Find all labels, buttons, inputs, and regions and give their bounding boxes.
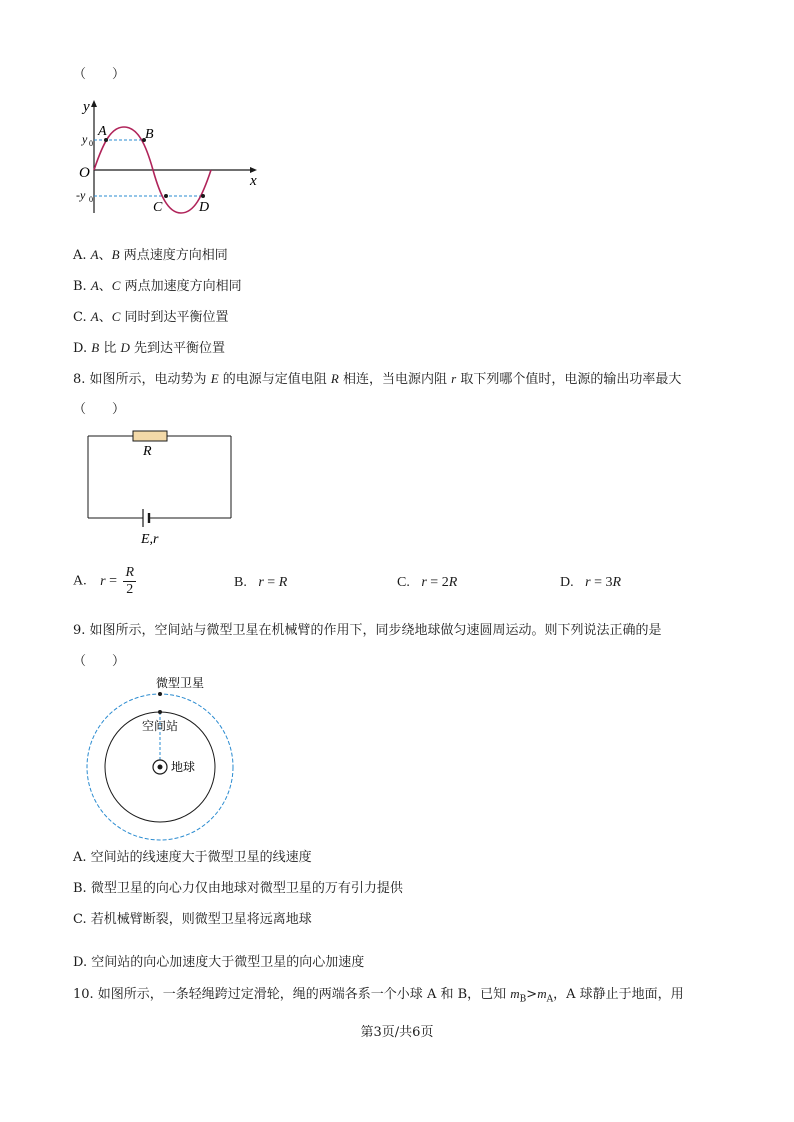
point-c — [164, 194, 168, 198]
point-name: A — [90, 278, 99, 293]
q8-answer-paren: （ ） — [73, 402, 126, 417]
question-number: 8. — [73, 372, 90, 387]
option-text: 先到达平衡位置 — [129, 341, 225, 356]
option-label: B. — [234, 575, 247, 590]
separator: 、 — [98, 248, 112, 263]
resistor-label: R — [143, 444, 152, 459]
neg-y0-label: -y — [76, 188, 86, 202]
q7-wave-figure — [70, 95, 270, 220]
mass-b-sub: B — [519, 994, 527, 1005]
symbol-r-lower: r — [451, 371, 457, 386]
option-eq: = 3 — [590, 575, 613, 590]
origin-label: O — [79, 165, 90, 181]
label-b: B — [145, 127, 154, 142]
option-label: A. — [73, 248, 91, 263]
point-name: B — [111, 247, 120, 262]
option-lhs: r — [421, 575, 427, 590]
y0-sub: 0 — [89, 139, 93, 148]
option-text: 两点加速度方向相同 — [120, 279, 242, 294]
q9-stem: 9. 如图所示，空间站与微型卫星在机械臂的作用下，同步绕地球做匀速圆周运动。则下列说法正确的是 — [73, 623, 662, 638]
stem-text: 如图所示，电动势为 — [89, 372, 211, 387]
q9-option-b[interactable]: B. 微型卫星的向心力仅由地球对微型卫星的万有引力提供 — [73, 881, 403, 896]
q8-option-d[interactable] — [560, 575, 621, 591]
option-label: A. — [73, 573, 87, 589]
battery-label: E,r — [141, 532, 159, 547]
q9-option-c[interactable]: C. 若机械臂断裂，则微型卫星将远离地球 — [73, 912, 312, 927]
q8-option-c[interactable] — [397, 575, 457, 591]
q10-stem — [73, 986, 684, 1008]
separator: 比 — [99, 341, 121, 356]
q8-stem — [73, 371, 681, 388]
stem-text: ，A 球静止于地面，用 — [553, 987, 684, 1002]
q7-option-d[interactable] — [73, 340, 225, 357]
earth-center-dot — [158, 765, 163, 770]
y-axis-arrow — [91, 100, 97, 107]
page-footer: 第3页/共6页 — [360, 1025, 434, 1040]
resistor — [133, 431, 167, 441]
separator: 、 — [98, 279, 112, 294]
mass-b: m — [510, 986, 520, 1001]
point-name: C — [111, 309, 121, 324]
symbol-r-upper: R — [330, 371, 339, 386]
stem-text: 取下列哪个值时，电源的输出功率最大 — [456, 372, 682, 387]
option-label: B. — [73, 279, 91, 294]
q9-orbit-figure — [80, 672, 245, 847]
symbol-e: E — [210, 371, 219, 386]
q8-circuit-figure — [80, 425, 240, 550]
mass-a: m — [537, 986, 547, 1001]
x-axis-label: x — [250, 173, 257, 189]
q8-option-b[interactable] — [234, 575, 287, 591]
greater-than: > — [526, 987, 538, 1002]
point-name: A — [90, 309, 99, 324]
label-a: A — [98, 124, 107, 139]
fraction-denominator: 2 — [126, 582, 134, 597]
point-d — [201, 194, 205, 198]
station-label: 空间站 — [142, 719, 179, 733]
q8-option-a[interactable] — [73, 565, 136, 601]
fraction — [123, 565, 136, 598]
option-label: C. — [397, 575, 410, 590]
q7-option-a[interactable] — [73, 247, 228, 264]
option-text: 同时到达平衡位置 — [120, 310, 229, 325]
point-name: A — [90, 247, 99, 262]
q7-answer-paren: （ ） — [73, 67, 126, 82]
q9-option-d[interactable]: D. 空间站的向心加速度大于微型卫星的向心加速度 — [73, 955, 365, 970]
point-name: B — [91, 340, 100, 355]
q7-option-c[interactable] — [73, 309, 229, 326]
option-label: D. — [560, 575, 574, 590]
q9-answer-paren: （ ） — [73, 654, 126, 669]
satellite-dot — [158, 692, 162, 696]
option-label: D. — [73, 341, 92, 356]
option-label: C. — [73, 310, 91, 325]
stem-text: 的电源与定值电阻 — [218, 372, 331, 387]
point-name: C — [111, 278, 121, 293]
option-lhs: r — [100, 573, 106, 589]
q9-option-a[interactable]: A. 空间站的线速度大于微型卫星的线速度 — [73, 850, 312, 865]
option-eq: = — [105, 573, 121, 589]
label-d: D — [199, 200, 210, 215]
y-axis-label: y — [83, 99, 90, 115]
option-eq: = — [263, 575, 279, 590]
stem-text: 相连，当电源内阻 — [338, 372, 452, 387]
y0-label: y — [82, 132, 88, 146]
fraction-numerator: R — [125, 565, 135, 580]
option-lhs: r — [258, 575, 264, 590]
option-rhs: R — [278, 575, 288, 590]
point-name: D — [120, 340, 130, 355]
option-lhs: r — [585, 575, 591, 590]
option-rhs: R — [448, 575, 458, 590]
earth-label: 地球 — [171, 760, 196, 774]
option-text: 两点速度方向相同 — [119, 248, 228, 263]
neg-y0-sub: 0 — [89, 195, 93, 204]
label-c: C — [153, 200, 163, 215]
option-rhs: R — [612, 575, 622, 590]
satellite-label: 微型卫星 — [156, 676, 205, 690]
q7-option-b[interactable] — [73, 278, 242, 295]
stem-text: 10. 如图所示，一条轻绳跨过定滑轮，绳的两端各系一个小球 A 和 B，已知 — [73, 987, 511, 1002]
mass-a-sub: A — [546, 994, 554, 1005]
separator: 、 — [98, 310, 112, 325]
option-eq: = 2 — [426, 575, 449, 590]
station-dot — [158, 710, 162, 714]
